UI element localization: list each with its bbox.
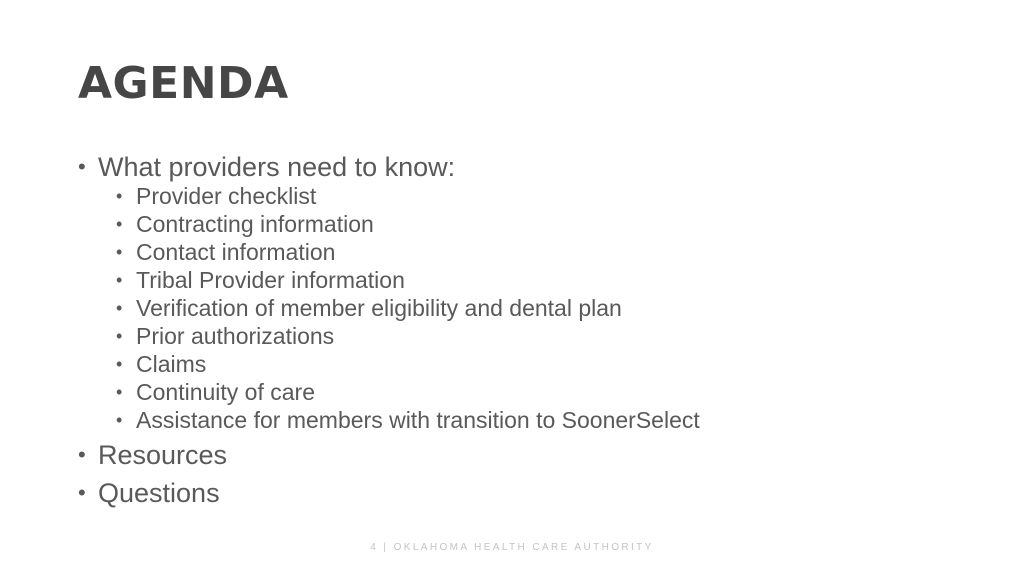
agenda-item-questions: [78, 476, 984, 510]
subitem-contracting-information: • Contracting information: [116, 210, 984, 238]
subitem-tribal-provider-information: • Tribal Provider information: [116, 266, 984, 294]
agenda-list: [78, 150, 984, 510]
agenda-sublist: [116, 182, 984, 434]
agenda-content: [78, 150, 984, 514]
subitem-continuity-of-care: • Continuity of care: [116, 378, 984, 406]
agenda-item-label: Questions: [98, 478, 220, 508]
agenda-item-label: What providers need to know:: [98, 152, 456, 182]
subitem-contact-information: • Contact information: [116, 238, 984, 266]
slide-title: AGENDA: [78, 58, 289, 109]
subitem-assistance-for-members: • Assistance for members with transition to SoonerSelect: [116, 406, 984, 434]
agenda-item-label: Resources: [98, 440, 228, 470]
subitem-claims: • Claims: [116, 350, 984, 378]
agenda-item-what-providers-need-to-know: [78, 150, 984, 434]
subitem-provider-checklist: • Provider checklist: [116, 182, 984, 210]
subitem-verification-of-eligibility: • Verification of member eligibility and dental plan: [116, 294, 984, 322]
subitem-prior-authorizations: • Prior authorizations: [116, 322, 984, 350]
agenda-item-resources: [78, 438, 984, 472]
slide-footer: 4 | OKLAHOMA HEALTH CARE AUTHORITY: [370, 542, 654, 553]
